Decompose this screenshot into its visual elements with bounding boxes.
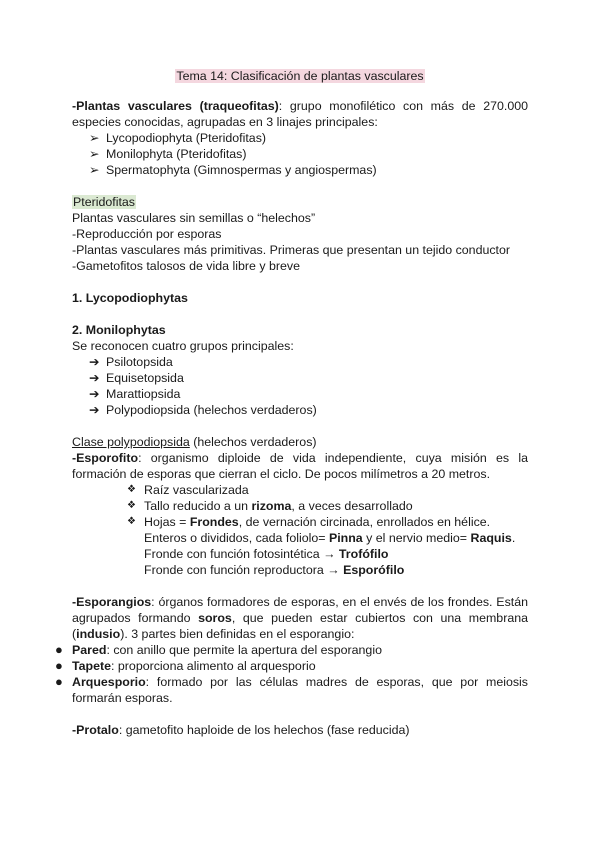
- esporangios-paragraph: -Esporangios: órganos formadores de esporas, en el envés de los frondes. Están agrupados formando soros, que pueden estar cubiertos con una membrana (indusio). 3 partes bien definidas en el esporangio:: [72, 595, 528, 641]
- bullet-dot-icon: ●: [55, 674, 63, 689]
- arrow-bullet-icon: ➔: [89, 355, 100, 369]
- protalo-paragraph: -Protalo: gametofito haploide de los helechos (fase reducida): [72, 723, 410, 737]
- list-item: ➢ Monilophyta (Pteridofitas): [89, 147, 247, 161]
- diamond-bullet-icon: ❖: [127, 484, 136, 495]
- list-item: ❖ Tallo reducido a un rizoma, a veces desarrollado: [127, 499, 413, 513]
- arrow-bullet-icon: ➔: [89, 403, 100, 417]
- diamond-bullet-icon: ❖: [127, 500, 136, 511]
- list-item: ➔ Polypodiopsida (helechos verdaderos): [89, 403, 317, 417]
- pteridofitas-line: -Gametofitos talosos de vida libre y breve: [72, 259, 300, 273]
- pteridofitas-line: Plantas vasculares sin semillas o “helechos”: [72, 211, 316, 225]
- lineages-list: [72, 130, 528, 178]
- pteridofitas-line: -Reproducción por esporas: [72, 227, 222, 241]
- list-item: ➔ Equisetopsida: [89, 371, 184, 385]
- clase-heading: Clase polypodiopsida (helechos verdaderos): [72, 435, 317, 449]
- esporofilo-line: Fronde con función reproductora → Esporófilo: [144, 563, 405, 577]
- document-page: [55, 68, 528, 738]
- list-item: ➢ Lycopodiophyta (Pteridofitas): [89, 131, 267, 145]
- section1-heading: 1. Lycopodiophytas: [72, 291, 188, 305]
- list-item: ● Tapete: proporciona alimento al arquesporio: [55, 658, 316, 673]
- list-item: ➔ Marattiopsida: [89, 387, 181, 401]
- esporofito-paragraph: -Esporofito: organismo diploide de vida independiente, cuya misión es la formación de esporas que cierran el ciclo. De pocos milímetros a 20 metros.: [72, 451, 528, 481]
- list-item: ❖ Hojas = Frondes, de vernación circinada, enrollados en hélice.: [127, 515, 491, 529]
- diamond-bullet-icon: ❖: [127, 516, 136, 527]
- arrowhead-bullet-icon: ➢: [89, 147, 100, 161]
- bullet-dot-icon: ●: [55, 642, 63, 657]
- list-item: ● Arquesporio: formado por las células madres de esporas, que por meiosis formarán esporas.: [55, 674, 528, 705]
- esporofito-list: [72, 482, 528, 530]
- page-title: Tema 14: Clasificación de plantas vasculares: [176, 69, 424, 83]
- list-item: ❖ Raíz vascularizada: [127, 483, 249, 497]
- section2-heading: 2. Monilophytas: [72, 323, 166, 337]
- pteridofitas-line: -Plantas vasculares más primitivas. Primeras que presentan un tejido conductor: [72, 243, 511, 257]
- frondes-detail: Enteros o divididos, cada foliolo= Pinna y el nervio medio= Raquis.: [144, 531, 516, 545]
- groups-list: [72, 354, 528, 418]
- list-item: ➢ Spermatophyta (Gimnospermas y angiospermas): [89, 163, 377, 177]
- trofofilo-line: Fronde con función fotosintética → Trofófilo: [144, 547, 389, 561]
- bullet-dot-icon: ●: [55, 658, 63, 673]
- arrow-bullet-icon: ➔: [89, 371, 100, 385]
- intro-paragraph: -Plantas vasculares (traqueofitas): grupo monofilético con más de 270.000 especies conocidas, agrupadas en 3 linajes principales:: [72, 99, 528, 129]
- pteridofitas-heading: Pteridofitas: [73, 195, 135, 209]
- esporangio-parts-list: [55, 642, 528, 706]
- arrowhead-bullet-icon: ➢: [89, 163, 100, 177]
- list-item: ➔ Psilotopsida: [89, 355, 173, 369]
- arrowhead-bullet-icon: ➢: [89, 131, 100, 145]
- arrow-bullet-icon: ➔: [89, 387, 100, 401]
- list-item: ● Pared: con anillo que permite la apertura del esporangio: [55, 642, 382, 657]
- section2-intro: Se reconocen cuatro grupos principales:: [72, 339, 294, 353]
